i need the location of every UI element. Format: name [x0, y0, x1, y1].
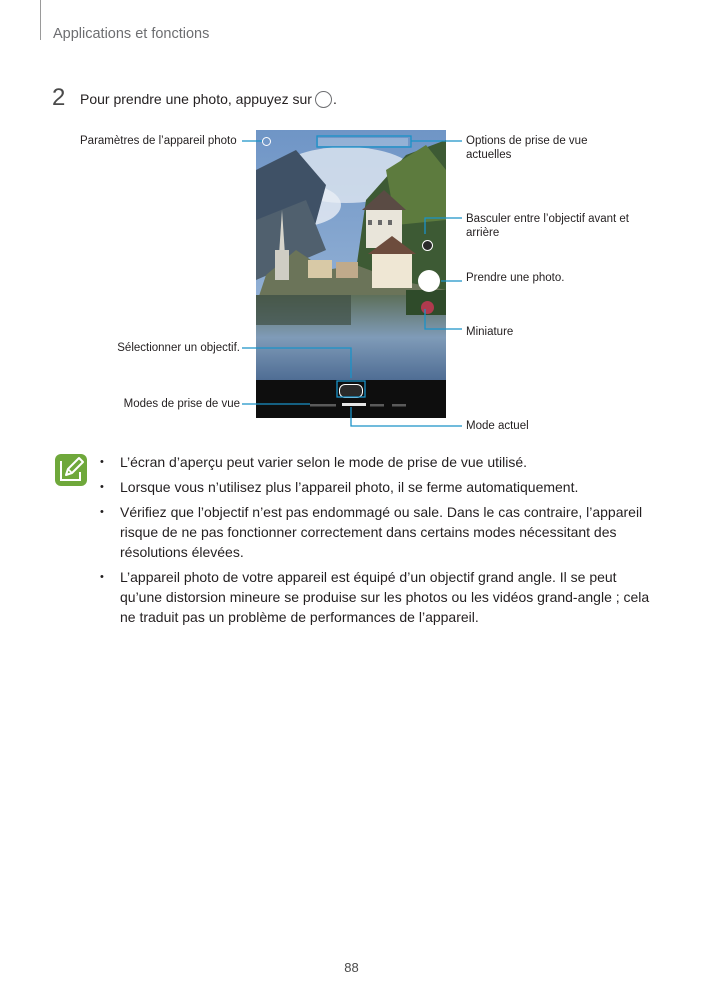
callout-thumbnail: Miniature — [466, 326, 514, 338]
step-text-before: Pour prendre une photo, appuyez sur — [80, 91, 312, 107]
callout-camera-settings: Paramètres de l’appareil photo — [80, 135, 237, 147]
note-bullet: • Lorsque vous n’utilisez plus l’appareil photo, il se ferme automatiquement. — [100, 477, 660, 497]
callout-current-options: Options de prise de vue actuelles — [466, 135, 588, 161]
callout-switch-lens: Basculer entre l’objectif avant et arrière — [466, 213, 630, 239]
lens-selector[interactable] — [339, 384, 363, 398]
page-number: 88 — [344, 960, 359, 975]
shutter-circle-icon — [315, 91, 332, 108]
callout-shooting-modes: Modes de prise de vue — [123, 398, 240, 410]
settings-gear-icon[interactable] — [262, 137, 271, 146]
note-bullet: • L’appareil photo de votre appareil est équipé d’un objectif grand angle. Il se peut qu’une distorsion mineure se produise sur les photos ou les vidéos grand-angle ; cela ne traduit pas un problème de performances de l’appareil. — [100, 567, 660, 627]
section-header: Applications et fonctions — [53, 26, 210, 42]
step-text-after: . — [332, 91, 337, 107]
note-bullet-list — [100, 452, 660, 632]
header-rule — [40, 0, 41, 40]
switch-camera-icon[interactable] — [422, 240, 433, 251]
camera-preview-screenshot — [256, 130, 446, 418]
callout-take-photo: Prendre une photo. — [466, 272, 565, 284]
note-bullet: • Vérifiez que l’objectif n’est pas endommagé ou sale. Dans le cas contraire, l’appareil risque de ne pas fonctionner correctement dans certains modes nécessitant des résolutions élevées. — [100, 502, 660, 562]
thumbnail-preview[interactable] — [421, 301, 434, 314]
callout-current-mode: Mode actuel — [466, 420, 529, 432]
step-instruction — [80, 91, 337, 108]
callout-select-lens: Sélectionner un objectif. — [117, 342, 240, 354]
step-number: 2 — [52, 84, 66, 111]
note-bullet: • L’écran d’aperçu peut varier selon le mode de prise de vue utilisé. — [100, 452, 660, 472]
shutter-button[interactable] — [418, 270, 440, 292]
pen-note-icon — [54, 453, 88, 487]
